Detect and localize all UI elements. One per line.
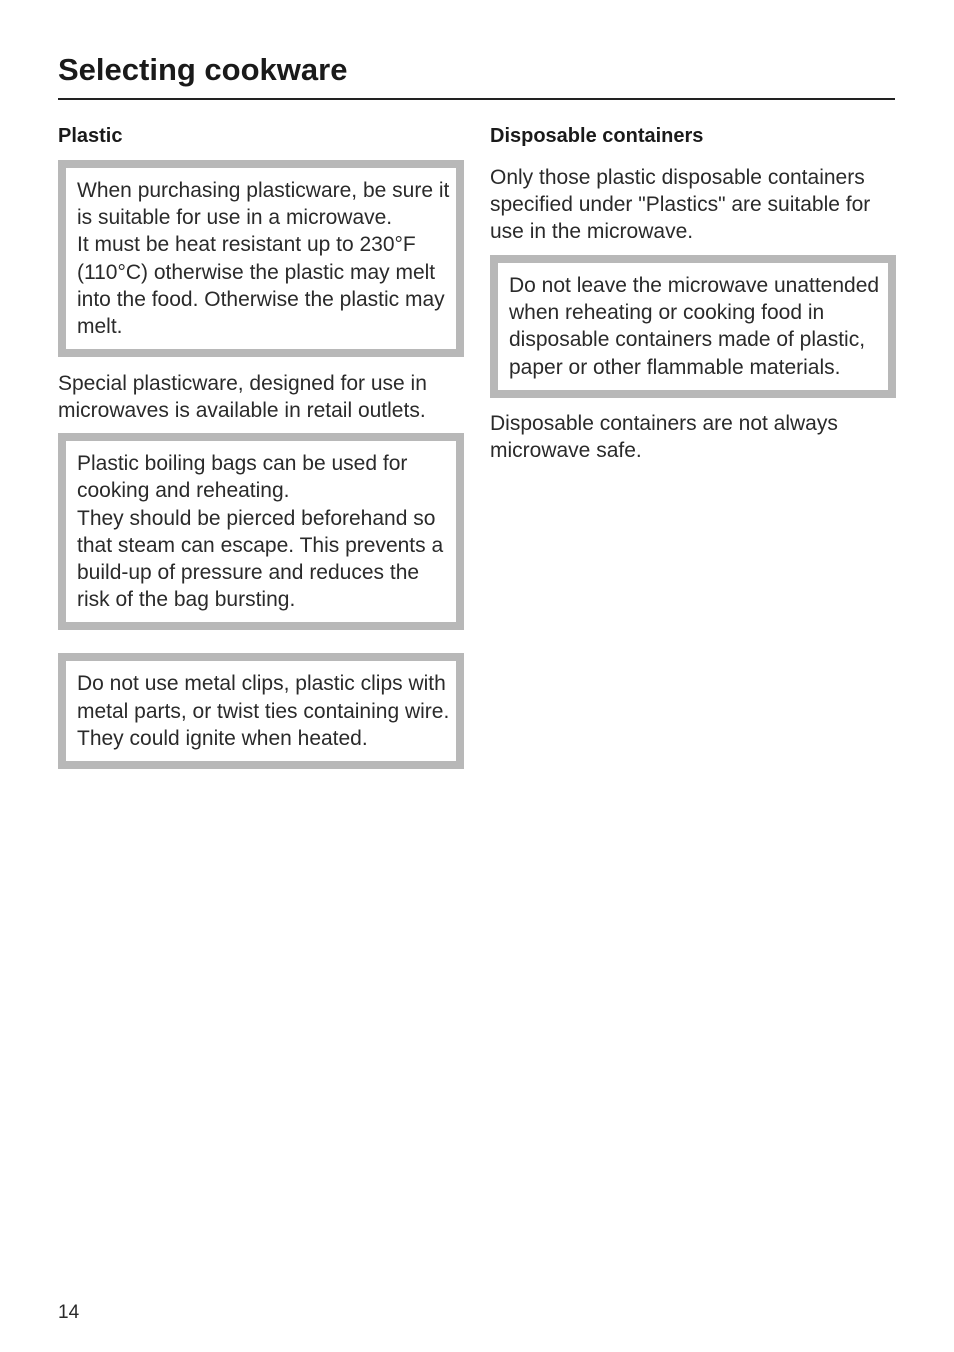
paragraph-special-plasticware: Special plasticware, designed for use in microwaves is available in retail outlets. — [58, 372, 427, 423]
right-column — [490, 120, 896, 464]
section-heading-disposable-containers: Disposable containers — [490, 125, 704, 147]
notice-text: Do not leave the microwave unattended when reheating or cooking food in disposable containers made of plastic, paper or other flammable materials. — [509, 274, 880, 379]
notice-box-plastic-suitability — [58, 160, 464, 357]
section-heading-plastic: Plastic — [58, 125, 123, 147]
notice-box-boiling-bags — [58, 433, 464, 630]
page-number: 14 — [58, 1302, 80, 1323]
notice-text: Plastic boiling bags can be used for cooking and reheating. — [77, 452, 408, 503]
notice-text: When purchasing plasticware, be sure it is suitable for use in a microwave. — [77, 179, 450, 230]
title-divider — [58, 98, 895, 100]
notice-text: Do not use metal clips, plastic clips with metal parts, or twist ties containing wire. They could ignite when heated. — [77, 672, 450, 750]
notice-box-metal-clips — [58, 653, 464, 769]
notice-text: They should be pierced beforehand so that steam can escape. This prevents a build-up of pressure and reduces the risk of the bag bursting. — [77, 506, 444, 612]
page-title: Selecting cookware — [58, 52, 348, 87]
paragraph-disposable-plastics: Only those plastic disposable containers specified under "Plastics" are suitable for use in the microwave. — [490, 166, 871, 243]
paragraph-not-always-safe: Disposable containers are not always microwave safe. — [490, 411, 838, 462]
notice-text: It must be heat resistant up to 230°F (110°C) otherwise the plastic may melt into the food. Otherwise the plastic may melt. — [77, 233, 445, 339]
left-column — [58, 120, 464, 769]
notice-box-unattended-warning — [490, 255, 896, 398]
